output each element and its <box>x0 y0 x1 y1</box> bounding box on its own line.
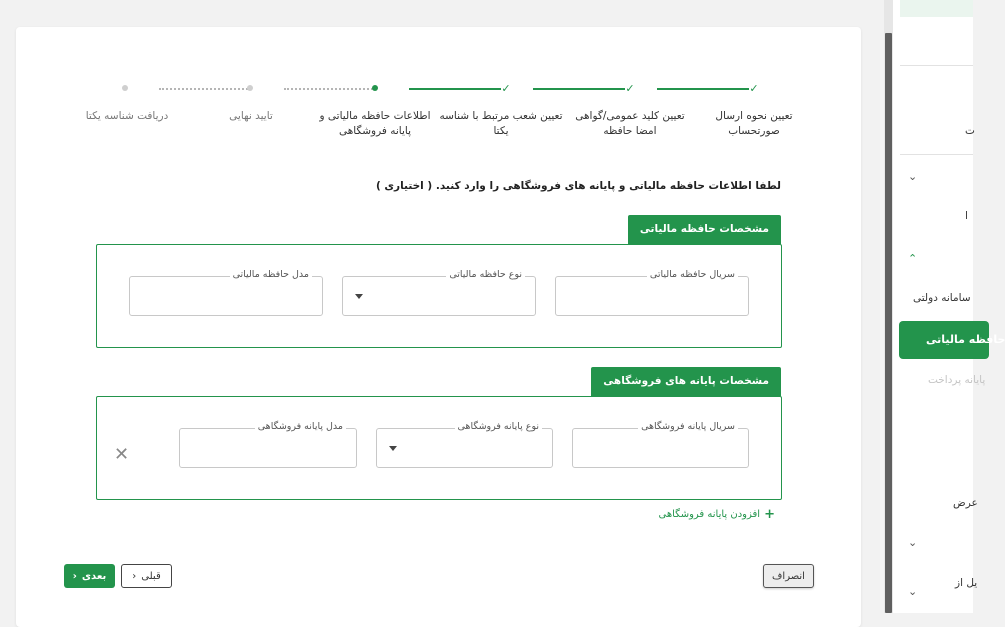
sidebar-item-fragment-1[interactable]: ت <box>965 125 975 137</box>
step-2-check-icon: ✓ <box>625 81 635 95</box>
tax-memory-type-label: نوع حافظه مالیاتی <box>446 269 525 280</box>
step-3-label: تعیین شعب مرتبط با شناسه یکتا <box>439 110 563 137</box>
terminal-serial-input[interactable] <box>572 421 749 468</box>
chevron-down-icon[interactable]: ⌄ <box>908 585 918 598</box>
chevron-left-icon: ‹ <box>72 570 77 582</box>
add-terminal-link[interactable] <box>659 507 775 522</box>
tax-memory-serial-label: سریال حافظه مالیاتی <box>647 269 738 280</box>
stepper-line-1 <box>657 88 749 90</box>
sidebar-item-fragment-4[interactable]: یل از <box>955 577 978 589</box>
terminal-model-input[interactable] <box>179 421 357 468</box>
tax-memory-model-input[interactable] <box>129 269 323 316</box>
caret-down-icon <box>389 446 397 451</box>
tax-memory-section <box>96 244 782 348</box>
tax-memory-section-title: مشخصات حافظه مالیاتی <box>628 215 781 244</box>
main-card <box>16 27 861 627</box>
sidebar-divider <box>900 65 973 66</box>
next-button[interactable] <box>64 564 115 588</box>
intro-text: لطفا اطلاعات حافظه مالیاتی و پایانه های فروشگاهی را وارد کنید. ( اختیاری ) <box>375 180 781 192</box>
step-1-label: تعیین نحوه ارسال صورتحساب <box>715 110 793 137</box>
stepper-line-5 <box>159 88 251 90</box>
step-4-current-dot-icon <box>367 80 383 96</box>
caret-down-icon <box>355 294 363 299</box>
chevron-up-icon[interactable]: ⌃ <box>908 252 918 265</box>
add-terminal-label: افزودن پایانه فروشگاهی <box>658 509 761 520</box>
sidebar-item-muted[interactable]: پایانه پرداخت <box>928 374 986 386</box>
step-1-check-icon: ✓ <box>749 81 759 95</box>
stepper-line-4 <box>284 88 376 90</box>
step-2-label: تعیین کلید عمومی/گواهی امضا حافظه <box>575 110 685 137</box>
step-5-pending-dot-icon <box>242 80 258 96</box>
terminal-model-label: مدل پایانه فروشگاهی <box>255 421 346 432</box>
terminal-section-title: مشخصات پایانه های فروشگاهی <box>591 367 781 396</box>
sidebar-item-fragment-3[interactable]: عرض <box>953 497 978 509</box>
next-button-label: بعدی <box>81 570 107 582</box>
scrollbar-thumb[interactable] <box>885 33 892 613</box>
terminal-type-select[interactable] <box>376 421 553 468</box>
cancel-button[interactable] <box>763 564 814 588</box>
tax-memory-model-label: مدل حافظه مالیاتی <box>230 269 312 280</box>
tax-memory-type-select[interactable] <box>342 269 536 316</box>
remove-terminal-close-icon[interactable]: ✕ <box>114 444 130 465</box>
tax-memory-serial-input[interactable] <box>555 269 749 316</box>
sidebar-divider <box>900 154 973 155</box>
sidebar-item-fragment-2[interactable]: ا <box>965 210 968 222</box>
sidebar-top-highlight <box>900 0 973 17</box>
terminal-serial-label: سریال پایانه فروشگاهی <box>638 421 738 432</box>
sidebar-item-gov[interactable]: سامانه دولتی <box>913 292 971 304</box>
sidebar <box>893 0 1005 613</box>
cancel-button-label: انصراف <box>772 570 805 582</box>
step-6-pending-dot-icon <box>117 80 133 96</box>
stepper <box>16 27 861 147</box>
stepper-line-2 <box>533 88 625 90</box>
step-5-label: تایید نهایی <box>229 110 273 122</box>
terminal-type-label: نوع پایانه فروشگاهی <box>455 421 542 432</box>
stepper-line-3 <box>409 88 501 90</box>
chevron-down-icon[interactable]: ⌄ <box>908 536 918 549</box>
plus-icon: + <box>764 507 775 522</box>
chevron-left-icon: ‹ <box>132 570 137 582</box>
prev-button[interactable] <box>121 564 172 588</box>
prev-button-label: قبلی <box>141 570 161 582</box>
step-4-label: اطلاعات حافظه مالیاتی و پایانه فروشگاهی <box>319 110 431 137</box>
terminal-section <box>96 396 782 500</box>
step-6-label: دریافت شناسه یکتا <box>85 110 169 122</box>
chevron-down-icon[interactable]: ⌄ <box>908 170 918 183</box>
step-3-check-icon: ✓ <box>501 81 511 95</box>
sidebar-item-tax-memory-active[interactable]: حافظه مالیاتی <box>899 321 989 359</box>
